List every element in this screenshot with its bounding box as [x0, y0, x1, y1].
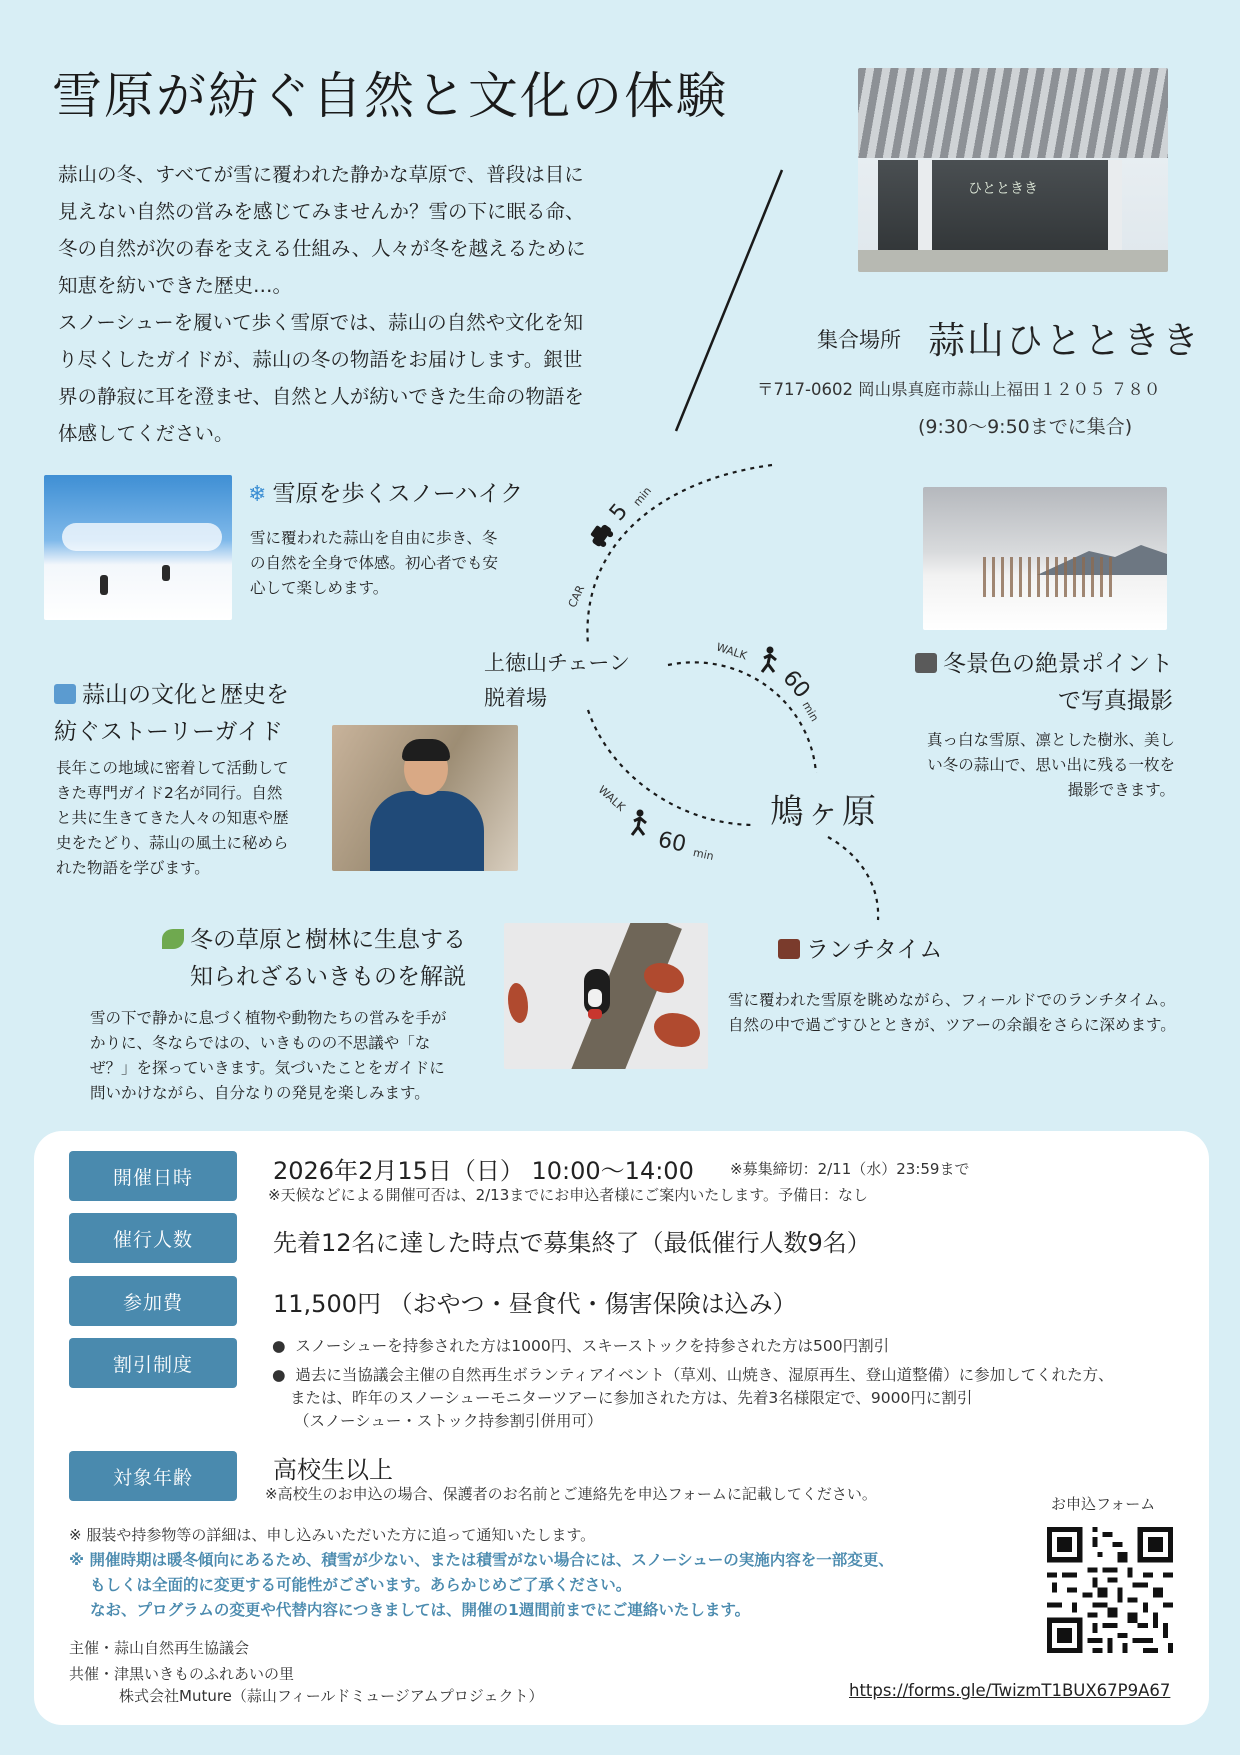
age-text: 高校生以上 — [273, 1456, 393, 1484]
camera-icon — [915, 653, 937, 673]
guide-photo — [332, 725, 518, 871]
cohost: 共催・津黒いきものふれあいの里 — [69, 1665, 295, 1683]
walk-duration-unit: min — [691, 845, 715, 864]
lunch-text: 雪に覆われた雪原を眺めながら、フィールドでのランチタイム。 自然の中で過ごすひとときが、ツアーの余韻をさらに深めます。 — [728, 991, 1176, 1034]
deadline-note: ※募集締切：2/11（水）23:59まで — [730, 1160, 970, 1178]
station-label: 上徳山チェーン 脱着場 — [484, 651, 630, 710]
age-tag: 対象年齢 — [69, 1451, 237, 1501]
walk-duration-unit: min — [799, 699, 822, 724]
intro-line: 界の静寂に耳を澄ませ、自然と人が紡いできた生命の物語を — [58, 385, 584, 408]
creatures-heading: 冬の草原と樹林に生息する 知られざるいきものを解説 — [128, 922, 466, 996]
walk-mode-label: WALK — [714, 640, 749, 663]
intro-text — [58, 156, 628, 452]
cohost: 株式会社Muture（蒜山フィールドミュージアムプロジェクト） — [119, 1687, 544, 1705]
intro-line: スノーシューを履いて歩く雪原では、蒜山の自然や文化を知 — [58, 311, 584, 334]
qr-code[interactable] — [1047, 1527, 1173, 1653]
lunch-heading: ランチタイム — [778, 932, 942, 969]
car-duration-unit: min — [630, 484, 655, 509]
form-label: お申込フォーム — [1051, 1495, 1156, 1513]
car-mode-label: CAR — [565, 583, 588, 610]
age-note: ※高校生のお申込の場合、保護者のお名前とご連絡先を申込フォームに記載してください。 — [265, 1485, 877, 1503]
intro-line: 冬の自然が次の春を支える仕組み、人々が冬を越えるために — [58, 237, 586, 260]
woodpecker-photo — [504, 923, 708, 1069]
meeting-place-photo — [858, 68, 1168, 272]
landscape-photo — [923, 487, 1167, 630]
discount-list: ● スノーシューを持参された方は1000円、スキーストックを持参された方は500円割引 ● 過去に当協議会主催の自然再生ボランティアイベント（草刈、山焼き、湿原再生、登山道整備）に参加してくれた方、 または、昨年のスノーシューモニターツアーに参加された方は、先着3名様限定で、9000円に割引 （スノーシュー・ストック持参割引併用可） — [272, 1337, 1114, 1430]
list-item: ● スノーシューを持参された方は1000円、スキーストックを持参された方は500円割引 — [272, 1337, 890, 1355]
intro-line: 見えない自然の営みを感じてみませんか？雪の下に眠る命、 — [58, 200, 585, 223]
building-sign: ひとときき — [968, 181, 1038, 197]
intro-line: 体感してください。 — [58, 422, 234, 445]
discount-tag: 割引制度 — [69, 1338, 237, 1388]
meeting-time: (9:30〜9:50までに集合) — [918, 416, 1133, 438]
snowflake-icon: ❄ — [248, 482, 267, 507]
date-tag: 開催日時 — [69, 1151, 237, 1201]
form-link[interactable]: https://forms.gle/TwizmT1BUX67P9A67 — [849, 1681, 1171, 1700]
photo-heading: 冬景色の絶景ポイント で写真撮影 — [888, 646, 1173, 720]
weather-note: ※天候などによる開催可否は、2/13までにお申込者様にご案内いたします。予備日：なし — [268, 1186, 869, 1204]
walk-duration: 60 — [777, 665, 815, 704]
intro-line: 蒜山の冬、すべてが雪に覆われた静かな草原で、普段は目に — [58, 163, 584, 186]
story-text: 長年この地域に密着して活動して きた専門ガイド2名が同行。自然 と共に生きてきた人々の知恵や歴 史をたどり、蒜山の風土に秘めら れた物語を学びます。 — [56, 759, 289, 877]
snowhike-heading: ❄ 雪原を歩くスノーハイク — [248, 481, 524, 507]
car-icon — [587, 521, 615, 550]
snowhike-text: 雪に覆われた蒜山を自由に歩き、冬 の自然を全身で体感。初心者でも安 心して楽しめます。 — [250, 529, 499, 597]
destination-label: 鳩ヶ原 — [770, 792, 878, 832]
walker-icon — [762, 647, 776, 673]
meeting-label: 集合場所 — [817, 328, 901, 352]
walk-mode-label: WALK — [595, 783, 628, 814]
general-note: ※ 服装や持参物等の詳細は、申し込みいただいた方に追って通知いたします。 — [69, 1526, 596, 1544]
intro-line: 知恵を紡いできた歴史…。 — [58, 274, 293, 297]
page-title: 雪原が紡ぐ自然と文化の体験 — [52, 67, 728, 125]
bento-icon — [778, 939, 800, 959]
host: 主催・蒜山自然再生協議会 — [69, 1639, 250, 1657]
creatures-text: 雪の下で静かに息づく植物や動物たちの営みを手が かりに、冬ならではの、いきものの不思議や「な ぜ？」を探っていきます。気づいたことをガイドに 問いかけながら、自分なりの発見を楽しみます。 — [90, 1009, 447, 1102]
walk-duration: 60 — [655, 827, 689, 858]
story-heading: 蒜山の文化と歴史を 紡ぐストーリーガイド — [54, 682, 289, 745]
meeting-name: 蒜山ひとときき — [928, 319, 1201, 362]
car-duration: 5 — [604, 499, 634, 526]
event-date: 2026年2月15日（日） 10:00〜14:00 — [273, 1157, 694, 1185]
map-icon — [54, 684, 76, 704]
snowhike-photo — [44, 475, 232, 620]
capacity-text: 先着12名に達した時点で募集終了（最低催行人数9名） — [273, 1229, 871, 1257]
intro-line: り尽くしたガイドが、蒜山の冬の物語をお届けします。銀世 — [58, 348, 583, 371]
capacity-tag: 催行人数 — [69, 1213, 237, 1263]
photo-text: 真っ白な雪原、凛とした樹氷、美し い冬の蒜山で、思い出に残る一枚を 撮影できます。 — [926, 731, 1175, 799]
fee-tag: 参加費 — [69, 1276, 237, 1326]
meeting-address: 〒717-0602 岡山県真庭市蒜山上福田１２０５ ７８０ — [757, 380, 1161, 399]
walker-icon — [632, 810, 646, 836]
snow-warning: ※ 開催時期は暖冬傾向にあるため、積雪が少ない、または積雪がない場合には、スノーシューの実施内容を一部変更、 もしくは全面的に変更する可能性がございます。あらかじめご了承ください。 なお、プログラムの変更や代替内容につきましては、開催の1週間前までにご連絡いたします。 — [69, 1551, 894, 1619]
leaf-icon — [162, 929, 184, 949]
list-item: ● 過去に当協議会主催の自然再生ボランティアイベント（草刈、山焼き、湿原再生、登山道整備）に参加してくれた方、 — [272, 1366, 1114, 1384]
fee-text: 11,500円 （おやつ・昼食代・傷害保険は込み） — [273, 1290, 797, 1318]
